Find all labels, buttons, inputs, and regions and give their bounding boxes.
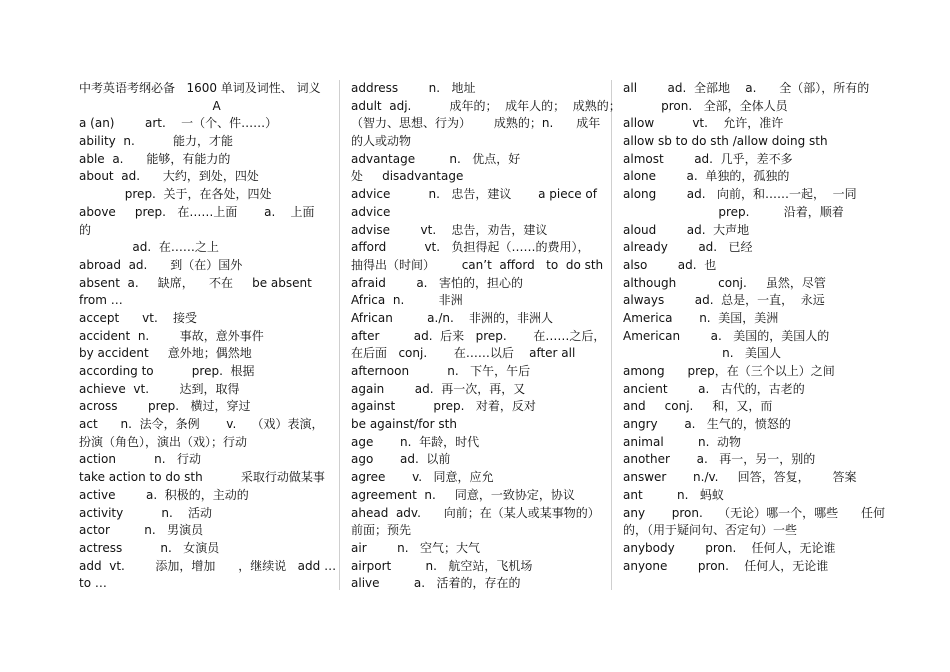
entry-line: after ad. 后来 prep. 在……之后，: [351, 328, 606, 343]
entry-line: be against/for sth: [351, 417, 457, 432]
entry-line: A: [79, 98, 221, 113]
entry-line: afternoon n. 下午，午后: [351, 364, 531, 378]
entry-line: 前面；预先: [351, 523, 412, 538]
entry-line: a (an) art. 一（个、件……）: [79, 116, 278, 131]
entry-line: America n. 美国，美洲: [623, 310, 779, 325]
entry-line: although conj. 虽然，尽管: [623, 275, 826, 290]
entry-line: allow sb to do sth /allow doing sth: [623, 134, 828, 149]
entry-line: advice n. 忠告，建议 a piece of: [351, 187, 597, 202]
entry-line: 扮演（角色），演出（戏）；行动: [79, 434, 248, 449]
entry-line: 的人或动物: [351, 134, 412, 149]
entry-line: always ad. 总是，一直， 永远: [623, 293, 825, 308]
entry-line: about ad. 大约，到处，四处: [79, 169, 259, 184]
entry-line: actor n. 男演员: [79, 523, 204, 538]
entry-line: 的: [79, 222, 92, 237]
entry-line: American a. 美国的，美国人的: [623, 328, 830, 343]
entry-line: （智力、思想、行为） 成熟的；n. 成年: [351, 116, 601, 131]
entry-line: advise vt. 忠告，劝告，建议: [351, 222, 548, 237]
entry-line: ant n. 蚂蚁: [623, 487, 724, 502]
entry-line: against prep. 对着，反对: [351, 399, 536, 414]
entry-line: 中考英语考纲必备 1600 单词及词性、 词义: [79, 81, 321, 95]
entry-line: anyone pron. 任何人，无论谁: [623, 558, 829, 573]
entry-line: already ad. 已经: [623, 240, 753, 255]
entry-line: agree v. 同意，应允: [351, 470, 494, 485]
entry-line: all ad. 全部地 a. 全（部），所有的: [623, 81, 870, 95]
entry-line: advice: [351, 204, 391, 219]
entry-line: allow vt. 允许，准许: [623, 116, 784, 131]
entry-line: from …: [79, 293, 123, 308]
entry-line: agreement n. 同意，一致协定，协议: [351, 487, 575, 502]
entry-line: accept vt. 接受: [79, 310, 198, 325]
entry-line: any pron. （无论）哪一个，哪些 任何: [623, 505, 885, 520]
entry-line: answer n./v. 回答，答复， 答案: [623, 470, 857, 485]
entry-line: 在后面 conj. 在……以后 after all: [351, 346, 576, 361]
entry-line: 处 disadvantage: [351, 169, 464, 184]
entry-line: action n. 行动: [79, 452, 201, 467]
entry-line: and conj. 和，又，而: [623, 399, 773, 414]
entry-line: ago ad. 以前: [351, 452, 451, 467]
entry-line: Africa n. 非洲: [351, 293, 463, 308]
entry-line: above prep. 在……上面 a. 上面: [79, 204, 315, 219]
entry-line: ancient a. 古代的，古老的: [623, 381, 805, 396]
entry-line: address n. 地址: [351, 81, 476, 95]
entry-line: along ad. 向前，和……一起， 一同: [623, 187, 857, 202]
entry-line: prep. 沿着，顺着: [623, 204, 844, 219]
entry-line: 抽得出（时间） can’t afford to do sth: [351, 257, 604, 272]
entry-line: adult adj. 成年的； 成年人的； 成熟的；: [351, 98, 621, 113]
entry-line: animal n. 动物: [623, 434, 742, 449]
column-3: [623, 80, 885, 575]
entry-line: ability n. 能力，才能: [79, 134, 233, 149]
column-1: [79, 80, 337, 593]
column-2: [351, 80, 621, 593]
entry-line: abroad ad. 到（在）国外: [79, 257, 243, 272]
entry-line: add vt. 添加，增加 ，继续说 add …: [79, 558, 337, 573]
entry-line: to …: [79, 576, 107, 591]
entry-line: actress n. 女演员: [79, 540, 220, 555]
entry-line: age n. 年龄，时代: [351, 434, 480, 449]
entry-line: ahead adv. 向前；在（某人或某事物的）: [351, 505, 600, 520]
entry-line: again ad. 再一次，再，又: [351, 381, 526, 396]
entry-line: achieve vt. 达到，取得: [79, 381, 240, 396]
entry-line: take action to do sth 采取行动做某事: [79, 470, 325, 485]
entry-line: prep. 关于，在各处，四处: [79, 187, 272, 202]
entry-line: active a. 积极的，主动的: [79, 487, 249, 502]
entry-line: anybody pron. 任何人，无论谁: [623, 540, 836, 555]
entry-line: almost ad. 几乎，差不多: [623, 151, 793, 166]
entry-line: advantage n. 优点，好: [351, 151, 521, 166]
entry-line: among prep，在（三个以上）之间: [623, 364, 835, 378]
entry-line: alone a. 单独的，孤独的: [623, 169, 790, 184]
column-divider: [339, 80, 340, 590]
entry-line: angry a. 生气的，愤怒的: [623, 417, 791, 432]
entry-line: alive a. 活着的，存在的: [351, 576, 521, 591]
entry-line: act n. 法令，条例 v. （戏）表演，: [79, 417, 324, 432]
entry-line: activity n. 活动: [79, 505, 213, 520]
entry-line: accident n. 事故，意外事件: [79, 328, 264, 343]
entry-line: afford vt. 负担得起（……的费用），: [351, 240, 590, 255]
entry-line: aloud ad. 大声地: [623, 222, 750, 237]
entry-line: airport n. 航空站，飞机场: [351, 558, 533, 573]
column-divider: [611, 80, 612, 590]
entry-line: air n. 空气；大气: [351, 540, 481, 555]
entry-line: afraid a. 害怕的，担心的: [351, 275, 523, 290]
entry-line: also ad. 也: [623, 257, 717, 272]
entry-line: another a. 再一，另一，别的: [623, 452, 816, 467]
entry-line: ad. 在……之上: [79, 240, 219, 255]
entry-line: n. 美国人: [623, 346, 782, 361]
entry-line: absent a. 缺席， 不在 be absent: [79, 275, 312, 290]
entry-line: across prep. 横过，穿过: [79, 399, 251, 414]
entry-line: African a./n. 非洲的，非洲人: [351, 310, 554, 325]
entry-line: 的，（用于疑问句、否定句）一些: [623, 523, 798, 538]
entry-line: pron. 全部，全体人员: [623, 98, 788, 113]
entry-line: according to prep. 根据: [79, 364, 255, 378]
entry-line: by accident 意外地；偶然地: [79, 346, 252, 361]
entry-line: able a. 能够，有能力的: [79, 151, 231, 166]
